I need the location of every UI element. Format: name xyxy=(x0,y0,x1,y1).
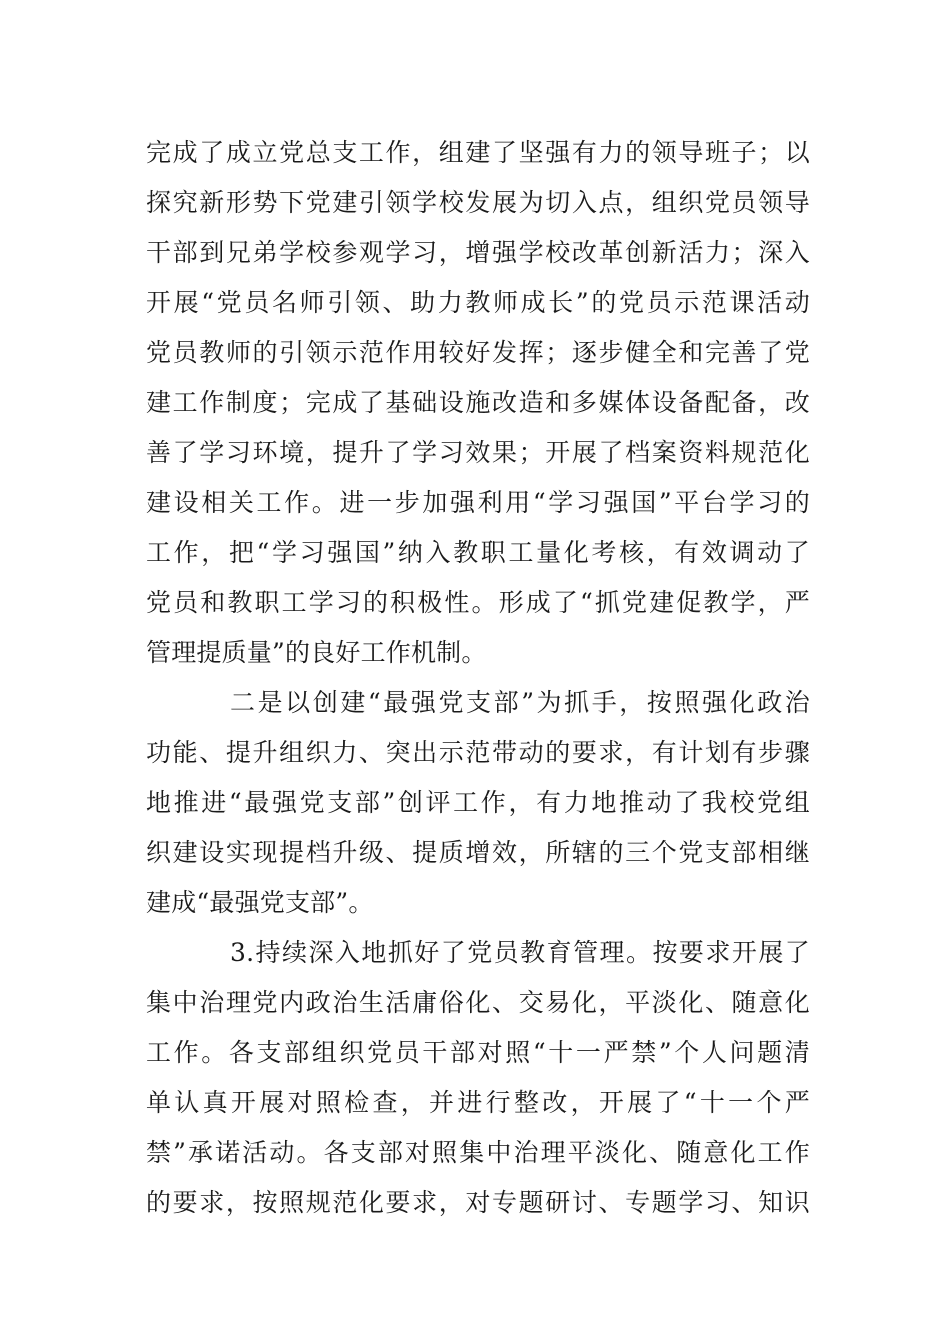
paragraph-first-line: 3.持续深入地抓好了党员教育管理。按要求开展了 xyxy=(230,938,810,967)
text-line: 建成“最强党支部”。 xyxy=(146,888,374,917)
text-line: 工作，把“学习强国”纳入教职工量化考核，有效调动了 xyxy=(146,538,810,567)
text-line: 干部到兄弟学校参观学习，增强学校改革创新活力；深入 xyxy=(146,238,810,267)
text-line: 地推进“最强党支部”创评工作，有力地推动了我校党组 xyxy=(146,788,810,817)
text-line: 建工作制度；完成了基础设施改造和多媒体设备配备，改 xyxy=(146,388,810,417)
text-line: 完成了成立党总支工作，组建了坚强有力的领导班子；以 xyxy=(146,138,810,167)
text-line: 善了学习环境，提升了学习效果；开展了档案资料规范化 xyxy=(146,438,810,467)
text-line: 建设相关工作。进一步加强利用“学习强国”平台学习的 xyxy=(146,488,810,517)
text-line: 管理提质量”的良好工作机制。 xyxy=(146,638,487,667)
text-line: 禁”承诺活动。各支部对照集中治理平淡化、随意化工作 xyxy=(146,1138,810,1167)
text-line: 工作。各支部组织党员干部对照“十一严禁”个人问题清 xyxy=(146,1038,810,1067)
text-line: 的要求，按照规范化要求，对专题研讨、专题学习、知识 xyxy=(146,1188,810,1217)
text-line: 党员教师的引领示范作用较好发挥；逐步健全和完善了党 xyxy=(146,338,810,367)
text-line: 党员和教职工学习的积极性。形成了“抓党建促教学，严 xyxy=(146,588,810,617)
text-line: 开展“党员名师引领、助力教师成长”的党员示范课活动 xyxy=(146,288,810,317)
text-line: 织建设实现提档升级、提质增效，所辖的三个党支部相继 xyxy=(146,838,810,867)
text-line: 集中治理党内政治生活庸俗化、交易化，平淡化、随意化 xyxy=(146,988,810,1017)
paragraph-first-line: 二是以创建“最强党支部”为抓手，按照强化政治 xyxy=(230,688,810,717)
text-line: 功能、提升组织力、突出示范带动的要求，有计划有步骤 xyxy=(146,738,810,767)
text-line: 单认真开展对照检查，并进行整改，开展了“十一个严 xyxy=(146,1088,810,1117)
text-line: 探究新形势下党建引领学校发展为切入点，组织党员领导 xyxy=(146,188,810,217)
